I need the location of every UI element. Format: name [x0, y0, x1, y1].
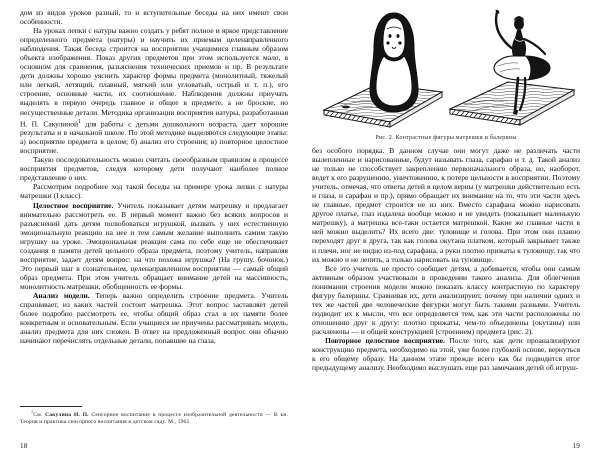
matryoshka-doll [370, 13, 418, 112]
matryoshka-group [324, 13, 442, 127]
right-paragraph-2: Все это учитель не просто сообщает детям, а добивается, чтобы они самым активным образом участвовали в проведении такого анализа. Для облегчения понимания строения модели можно показать классу контрастную по характеру фигуру балерины. Сравнивая их, дети анализируют, почему при наличии одних и тех же частей две человеческие фигурки могут быть такими разными. Учитель подводит их к мысли, что все определяется тем, как эти части расположены по отношению друг к другу: плотно прижаты, чем-то объединены (окутаны) или расчленены — и общей конструкцией (строением) предмета (рис. 2). [312, 263, 580, 336]
footnote-source: Сенсорное воспитание в процессе изобразительной деятельности — В кн. Теория и практика сенсорного воспитания в детском саду. М., 1965 [20, 411, 289, 425]
right-paragraph-3-text: После того, как дети проанализируют конструкцию предмета, необходимо на этой, уже более глубокой основе, вернуться к его общему образу. На данном этапе прежде всего как бы подводится итог предыдущему анализу. Необходимо выслушать еще раз замечания детей об игруш- [312, 335, 580, 373]
right-paragraph-3 [312, 336, 580, 372]
heading-celostnoe-vospriyatie: Целостное восприятие. [33, 200, 114, 210]
footnote-text [20, 408, 289, 426]
paragraph-2-text-continued: для работы с детьми дошкольного возраста, дает хорошие результаты и в начальной школе. По этой методике выделяются следующие этапы: а) восприятие предмета в целом; б) анализ его строения; в) повторное целостное восприятие. [20, 119, 288, 156]
footnote-block [20, 406, 288, 426]
right-page [300, 0, 600, 462]
paragraph-5-text: Учитель показывает детям матрешку и предлагает внимательно рассмотреть ее. В первый момент важно без всяких вопросов и разъяснений дать детям полюбоваться игрушкой, вызвать у них естественную эмоциональную реакцию на нее и тем самым желание выполнить самим такую игрушку на уроке. Эмоциональная реакция сама по себе еще не обеспечивает создания в памяти детей цельного образа предмета, поэтому учитель, направляя восприятие, задает детям вопрос: на что похожа игрушка? (На грушу, бочонок.) Это первый шаг в сознательном, целенаправленном восприятии — самый общий образ предмета. При этом учитель обращает внимание детей на массивность, монолитность матрешки, обобщенность ее формы. [20, 200, 288, 291]
paragraph-1: дом из видов уроков разный, то и вступительные беседы на них имеют свои особенности. [20, 8, 288, 27]
footnote-separator-rule [20, 406, 82, 407]
footnote-prefix: См. [33, 411, 46, 418]
heading-analiz-modeli: Анализ модели. [33, 290, 90, 300]
paragraph-3: Такую последовательность можно считать своеобразным правилом в процессе восприятия предметов, следуя которому дети получают наиболее полное представление о них. [20, 155, 288, 183]
paragraph-6 [20, 291, 288, 345]
figure-2-artwork [312, 6, 580, 134]
footnote-marker: 1 [31, 408, 34, 414]
figure-2 [312, 6, 580, 141]
paragraph-2 [20, 26, 288, 155]
page-number-left: 18 [20, 442, 28, 450]
footnote-reference-marker: 1 [78, 117, 82, 125]
right-paragraph-1: без особого порядка. В данном случае они могут даже не различать части вылепленные и нарисованные, будут называть глаза, сарафан и т. д. Такой анализ не только не способствует закреплению первоначального образа, но, наоборот, ведет к его разрушению, уничтожению, к потере цельности в восприятии. Поэтому учитель, отмечая, что ответы детей в целом верны (у матрешки действительно есть и глаза, и сарафан и пр.), прямо обращает их внимание на то, что эти части здесь не главные, предмет строится не из них. Вместо сарафана можно нарисовать другое платье, глаз издалека вообще можно и не увидеть (показывает маленькую матрешку), а матрешка все-таки остается матрешкой. Какие же главные части в ней можно выделить? Их всего две: туловище и голова. При этом они плавно переходят друг в друга, так как голова окутана платком, который закрывает также и плечи, ног не видно из-под сарафана, а руки плотно прижаты к туловищу, так что их можно и не лепить, а только нарисовать на туловище. [312, 146, 580, 264]
ballerina-group [450, 10, 574, 125]
page-number-right: 19 [572, 442, 580, 450]
footnote-author: Сакулина Н. П. [45, 411, 89, 418]
paragraph-2-text: На уроках лепки с натуры важно создать у ребят полное и яркое представление определенного предмета (натуры) и научить их приемам целенаправленного наблюдения. Такая беседа строится на восприятии учащимися главным образом объекта изображения. Показ других предметов при этом используется мало, в основном для сравнения, разъяснения технических приемов и пр. В результате дети должны хорошо уяснить характер формы предмета (монолитный, тяжелый или легкий, летящий, плавный, мягкий или угловатый, острый и т. п.), его строение, основные части, их соотношение. Наблюдения должны приучать выделять в первую очередь главное и общее в предмете, а не броские, но несущественные детали. Методика организации восприятия натуры, разработанная Н. П. Сакулиной [20, 26, 288, 129]
figure-2-caption: Рис. 2. Контрастные фигуры матрешки и балерины [375, 135, 517, 141]
paragraph-6-text: Теперь важно определить строение предмета. Учитель спрашивает, из каких частей состоит матрешка. Этот вопрос заставляет детей более подробно рассмотреть ее, чтобы общий образ стал в их памяти более конкретным и основательным. Если учащиеся не приучены рассматривать модель, анализ предмета для них сложен. В ответ на предложенный вопрос они обычно начинают перечислять отдельные детали, попавшие на глаза, [20, 290, 289, 346]
paragraph-5 [20, 201, 288, 291]
paragraph-4: Рассмотрим подробнее ход такой беседы на примере урока лепки с натуры матрешки (I класс). [20, 182, 288, 201]
ballerina-board [450, 82, 574, 125]
heading-povtornoe-celostnoe-vospriyatie: Повторное целостное восприятие. [325, 335, 445, 345]
